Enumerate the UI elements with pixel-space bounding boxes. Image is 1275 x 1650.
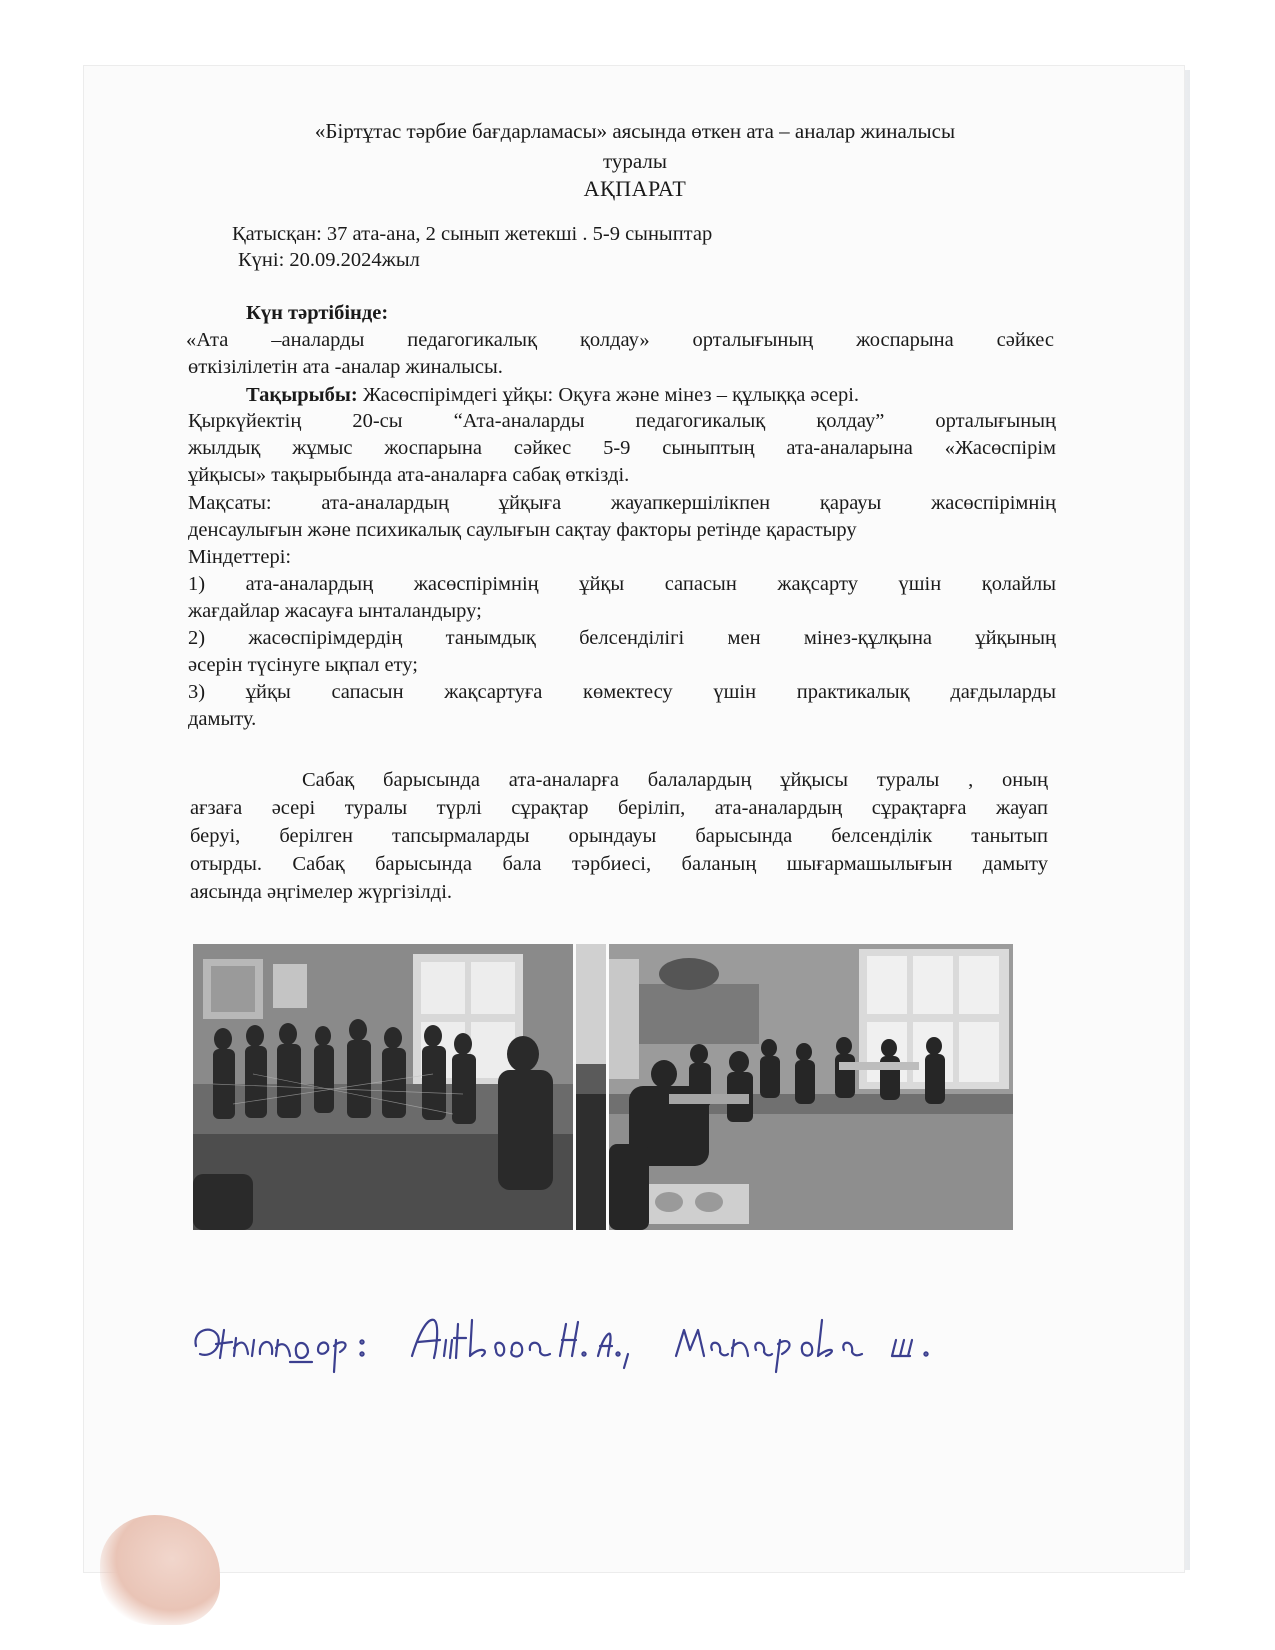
summary-line-4: отырды. Сабақ барысында бала тәрбиесі, баланың шығармашылығын дамыту xyxy=(190,853,1048,875)
summary-line-1: Сабақ барысында ата-аналарға балалардың ұйқысы туралы , оның xyxy=(302,769,1048,791)
intro-line-2: жылдық жұмыс жоспарына сәйкес 5-9 сыныптың ата-аналарына «Жасөспірім xyxy=(188,437,1056,459)
intro-line-1: Қыркүйектің 20-сы “Ата-аналарды педагогикалық қолдау” орталығының xyxy=(188,410,1056,432)
agenda-line-2: өткізілілетін ата -аналар жиналысы. xyxy=(188,356,503,378)
photo-narrow-divider xyxy=(576,944,606,1230)
goal-line-1: Мақсаты: ата-аналардың ұйқыға жауапкершілікпен қарауы жасөспірімнің xyxy=(188,492,1056,514)
intro-line-3: ұйқысы» тақырыбында ата-аналарға сабақ өткізді. xyxy=(188,464,630,486)
photo-meeting-seated xyxy=(609,944,1013,1230)
topic-text: Жасөспірімдегі ұйқы: Оқуға және мінез – құлыққа әсері. xyxy=(357,384,860,406)
agenda-label: Күн тәртібінде: xyxy=(246,302,389,324)
task-line-1: 1) ата-аналардың жасөспірімнің ұйқы сапасын жақсарту үшін қолайлы xyxy=(188,573,1056,595)
summary-line-2: ағзаға әсері туралы түрлі сұрақтар беріліп, ата-аналардың сұрақтарға жауап xyxy=(190,797,1048,819)
title-line-2: туралы xyxy=(603,149,667,173)
tasks-label: Міндеттері: xyxy=(188,546,292,568)
summary-line-3: беруі, берілген тапсырмаларды орындауы барысында белсенділік танытып xyxy=(190,825,1048,847)
title-line-1: «Біртұтас тәрбие бағдарламасы» аясында өткен ата – аналар жиналысы xyxy=(314,119,956,143)
task-line-4: әсерін түсінуге ықпал ету; xyxy=(188,654,418,676)
summary-line-5: аясында әңгімелер жүргізілді. xyxy=(190,881,453,903)
date-line: Күні: 20.09.2024жыл xyxy=(238,249,420,271)
photo-meeting-standing xyxy=(193,944,573,1230)
task-line-6: дамыту. xyxy=(188,708,257,730)
task-line-2: жағдайлар жасауға ынталандыру; xyxy=(188,600,482,622)
participants-line: Қатысқан: 37 ата-ана, 2 сынып жетекші . 5-9 сыныптар xyxy=(232,223,713,245)
title-heading: АҚПАРАТ xyxy=(583,176,687,201)
agenda-line-1: «Ата –аналарды педагогикалық қолдау» орталығының жоспарына сәйкес xyxy=(186,329,1054,351)
handwritten-signature xyxy=(190,1310,990,1385)
topic-label: Тақырыбы: xyxy=(246,384,358,406)
task-line-5: 3) ұйқы сапасын жақсартуға көмектесу үшін практикалық дағдыларды xyxy=(188,681,1056,703)
goal-line-2: денсаулығын және психикалық саулығын сақтау факторы ретінде қарастыру xyxy=(188,519,857,541)
task-line-3: 2) жасөспірімдердің танымдық белсенділігі мен мінез-құлқына ұйқының xyxy=(188,627,1056,649)
photo-strip xyxy=(193,944,1013,1230)
topic-line xyxy=(246,382,859,408)
